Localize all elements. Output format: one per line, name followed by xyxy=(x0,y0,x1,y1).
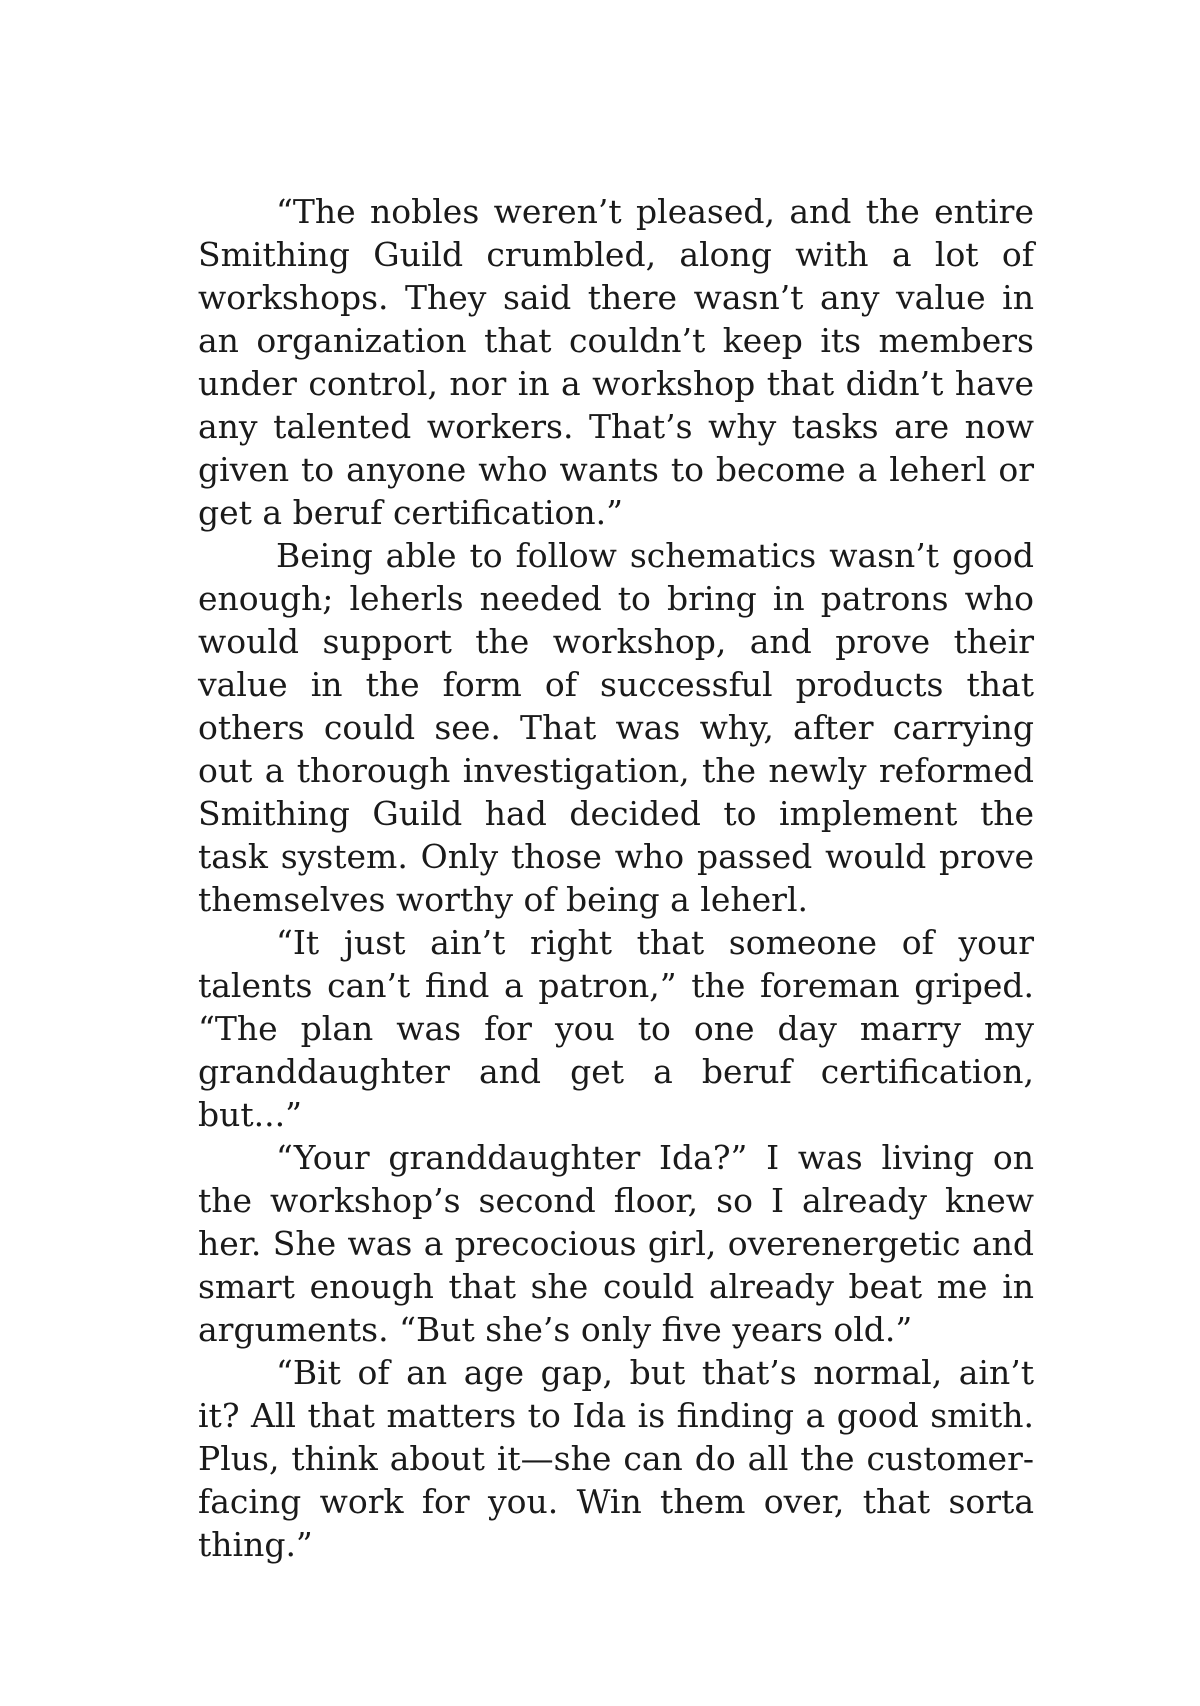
paragraph: Being able to follow schematics wasn’t good enough; leherls needed to bring in patrons who would support the workshop, and prove their value in the form of successful products that others could see. That was why, after carrying out a thorough investigation, the newly reformed Smithing Guild had decided to implement the task system. Only those who passed would prove themselves worthy of being a leherl. xyxy=(198,536,1034,919)
paragraph: “Bit of an age gap, but that’s normal, ain’t it? All that matters to Ida is finding a good smith. Plus, think about it—she can do all the customer-facing work for you. Win them over, that sorta thing.” xyxy=(198,1353,1034,1564)
body-text xyxy=(198,190,1034,1566)
paragraph: “Your granddaughter Ida?” I was living on the workshop’s second floor, so I already knew her. She was a precocious girl, overenergetic and smart enough that she could already beat me in arguments. “But she’s only five years old.” xyxy=(198,1138,1034,1349)
paragraph: “The nobles weren’t pleased, and the entire Smithing Guild crumbled, along with a lot of workshops. They said there wasn’t any value in an organization that couldn’t keep its members under control, nor in a workshop that didn’t have any talented workers. That’s why tasks are now given to anyone who wants to become a leherl or get a beruf certification.” xyxy=(198,192,1034,532)
paragraph: “It just ain’t right that someone of your talents can’t find a patron,” the foreman griped. “The plan was for you to one day marry my granddaughter and get a beruf certification, but...” xyxy=(198,923,1034,1134)
